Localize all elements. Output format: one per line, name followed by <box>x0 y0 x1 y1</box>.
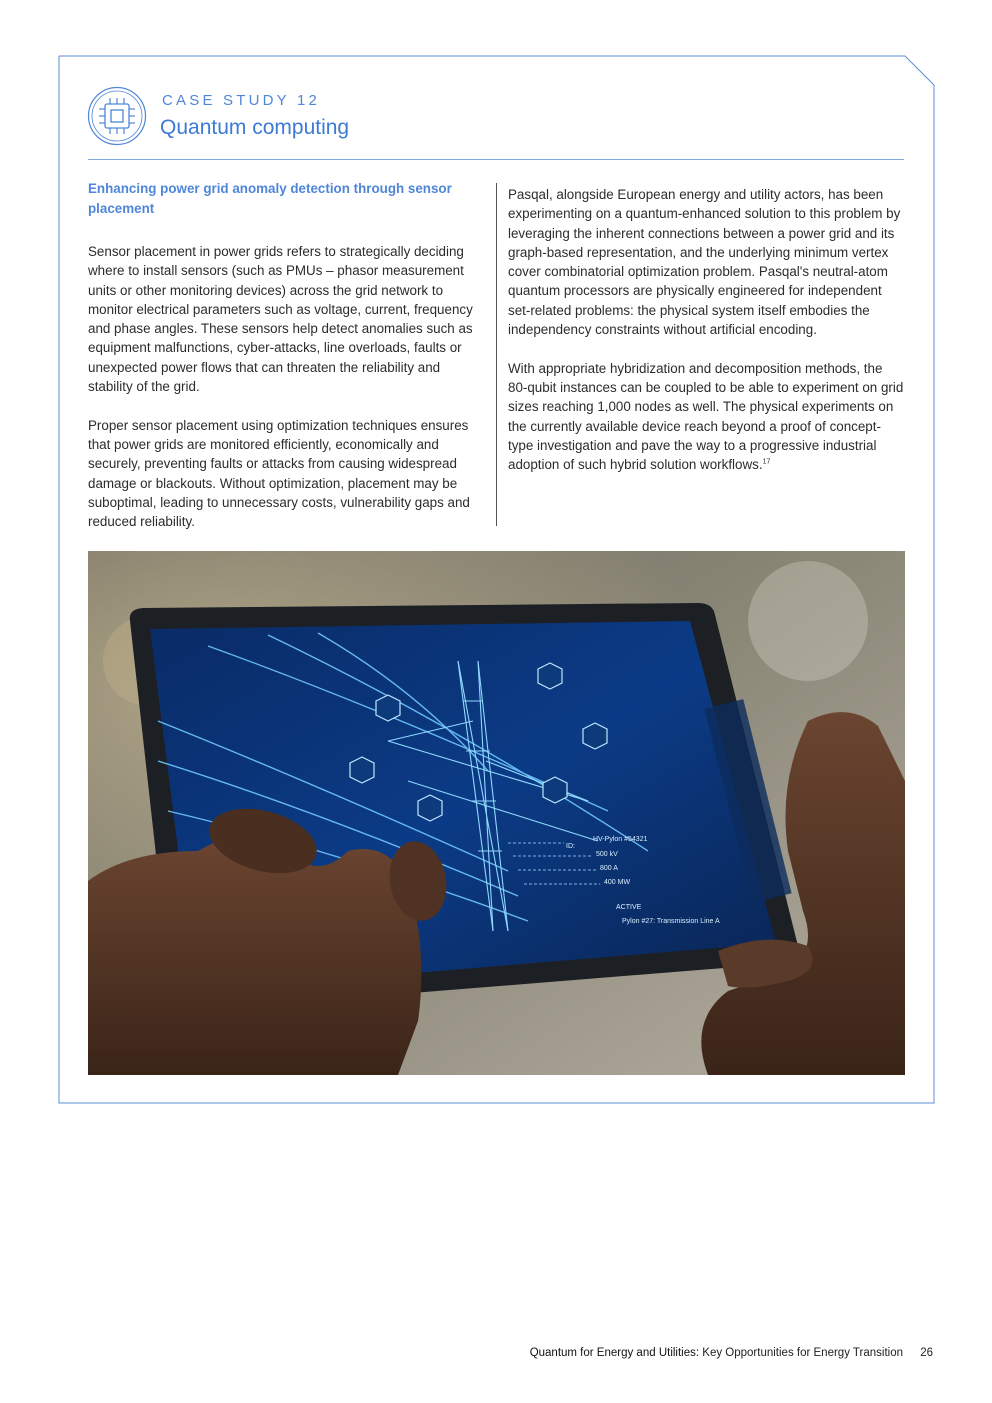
footer-report-title: Quantum for Energy and Utilities: <box>529 1347 700 1359</box>
page-number: 26 <box>920 1347 933 1359</box>
right-paragraph-1: Pasqal, alongside European energy and utility actors, has been experimenting on a quantum-enhanced solution to this problem by leveraging the inherent connections between a power grid and its graph-based representation, and the underlying minimum vertex cover combinatorial optimization problem. Pasqal's neutral-atom quantum processors are physically engineered for independent set-related problems: the physical system itself embodies the independency constraints without artificial encoding. <box>508 187 901 338</box>
screen-current: 800 A <box>600 865 618 872</box>
right-paragraph-2 <box>508 359 904 475</box>
screen-line-label: Pylon #27: Transmission Line A <box>622 918 720 925</box>
column-divider <box>496 183 497 526</box>
right-column <box>508 185 904 474</box>
quantum-chip-icon <box>87 86 147 146</box>
left-paragraph-1: Sensor placement in power grids refers to strategically deciding where to install sensors (such as PMUs – phasor measurement units or other monitoring devices) across the grid network to monitor electrical parameters such as voltage, current, frequency and phase angles. These sensors help detect anomalies such as equipment malfunctions, cyber-attacks, line overloads, faults or unexpected power flows that can threaten the reliability and stability of the grid. <box>88 244 473 395</box>
left-column <box>88 179 486 531</box>
left-paragraph-2: Proper sensor placement using optimization techniques ensures that power grids are monitored efficiently, economically and securely, preventing faults or attacks from causing widespread damage or blackouts. Without optimization, placement may be suboptimal, leading to unnecessary costs, vulnerability gaps and reduced reliability. <box>88 417 470 530</box>
case-study-title: Quantum computing <box>160 116 350 139</box>
screen-voltage: 500 kV <box>596 851 618 858</box>
screen-pylon-id: HV-Pylon #54321 <box>593 836 648 843</box>
footer-report-subtitle: Key Opportunities for Energy Transition <box>702 1347 903 1359</box>
tablet-photo <box>88 551 905 1075</box>
screen-id-label: ID: <box>566 843 575 850</box>
right-paragraph-2-text: With appropriate hybridization and decomposition methods, the 80-qubit instances can be coupled to be able to experiment on grid sizes reaching 1,000 nodes as well. The physical experiments on the currently available device reach beyond a proof of concept-type investigation and pave the way to a progressive industrial adoption of such hybrid solution workflows. <box>508 360 904 473</box>
header-divider <box>88 159 904 160</box>
section-subheading: Enhancing power grid anomaly detection through sensor placement <box>88 181 452 216</box>
case-study-label: CASE STUDY 12 <box>162 92 321 109</box>
screen-power: 400 MW <box>604 879 631 886</box>
footnote-marker: 17 <box>762 458 771 466</box>
page-footer <box>530 1347 933 1359</box>
screen-status: ACTIVE <box>616 904 642 911</box>
